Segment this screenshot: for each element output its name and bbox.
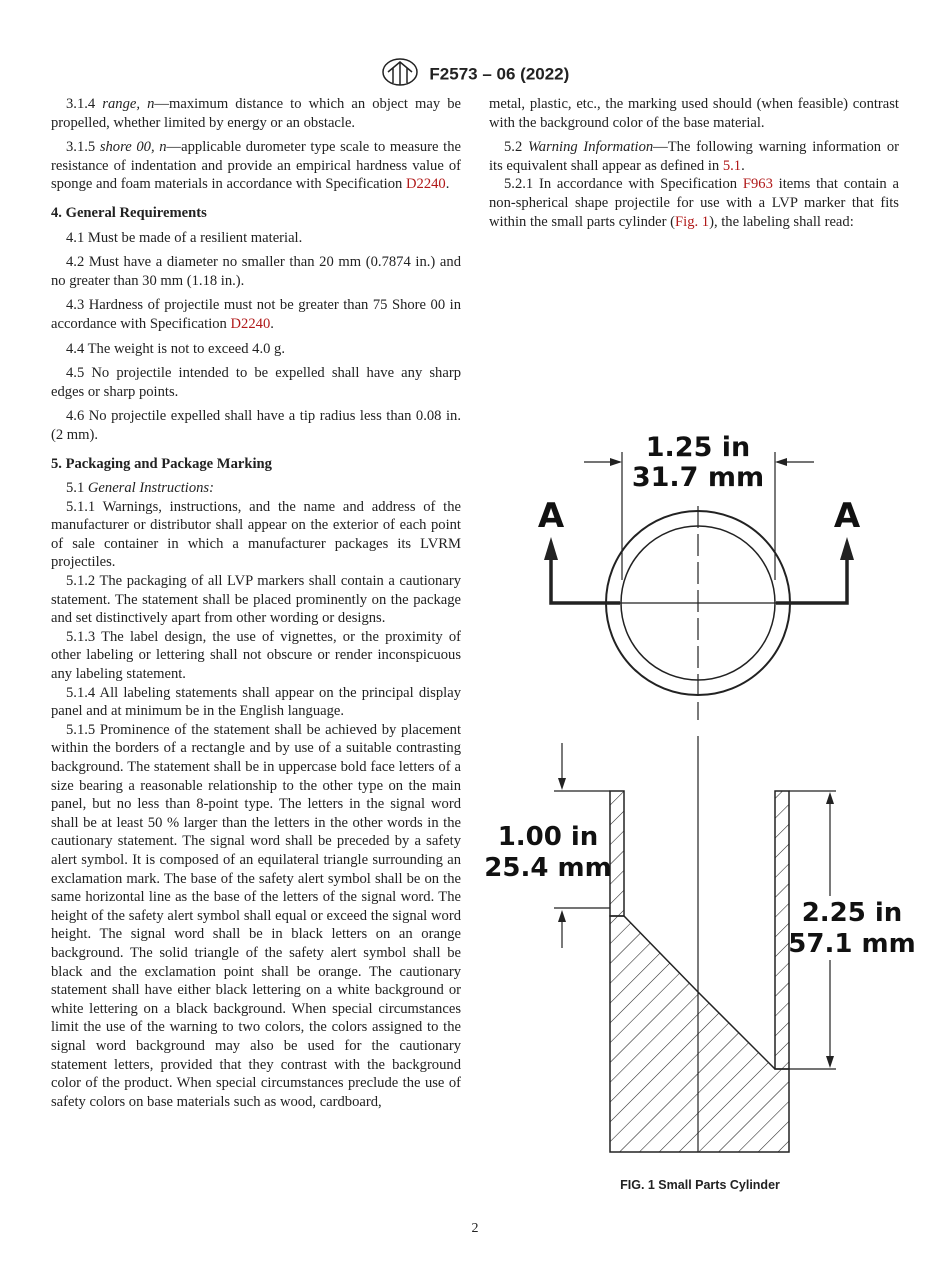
section-4-heading: 4. General Requirements bbox=[51, 204, 207, 221]
astm-logo-icon bbox=[381, 57, 419, 92]
paragraph-5-1-4: 5.1.4 All labeling statements shall appear on the principal display panel and at minimum be in the English language. bbox=[51, 684, 461, 720]
figure-caption: FIG. 1 Small Parts Cylinder bbox=[620, 1178, 780, 1192]
paragraph-5-1: 5.1 General Instructions: bbox=[66, 480, 214, 497]
paragraph-3-1-5: 3.1.5 shore 00, n—applicable durometer type scale to measure the resistance of indentation and provide an empirical hardness value of sponge and foam materials in accordance with Specification D2240. bbox=[51, 139, 461, 193]
right-arrowhead-bottom bbox=[826, 1056, 834, 1068]
cylinder-left-wall bbox=[610, 791, 624, 916]
link-d2240[interactable]: D2240 bbox=[405, 176, 446, 193]
link-fig-1[interactable]: Fig. 1 bbox=[675, 213, 710, 230]
small-parts-cylinder-figure bbox=[480, 420, 920, 1170]
paragraph-4-3: 4.3 Hardness of projectile must not be greater than 75 Shore 00 in accordance with Specification D2240. bbox=[51, 297, 461, 332]
section-arrowhead-right bbox=[840, 537, 854, 560]
right-column bbox=[489, 95, 899, 231]
right-arrowhead-top bbox=[826, 792, 834, 804]
top-diameter-mm: 31.7 mm bbox=[631, 462, 765, 493]
left-arrowhead-top bbox=[558, 778, 566, 790]
link-section-5-1[interactable]: 5.1 bbox=[722, 157, 742, 174]
page-header bbox=[0, 57, 950, 92]
paragraph-5-1-5-continued: metal, plastic, etc., the marking used should (when feasible) contrast with the background color of the base material. bbox=[489, 96, 899, 131]
page-number: 2 bbox=[471, 1221, 479, 1236]
paragraph-5-1-3: 5.1.3 The label design, the use of vignettes, or the proximity of other labeling or lettering shall not obscure or render inconspicuous any labeling statement. bbox=[51, 628, 461, 683]
link-f963[interactable]: F963 bbox=[742, 176, 773, 193]
paragraph-4-2: 4.2 Must have a diameter no smaller than 20 mm (0.7874 in.) and no greater than 30 mm (1.18 in.). bbox=[51, 254, 461, 289]
top-arrowhead-left bbox=[610, 458, 622, 466]
cylinder-angled-bottom bbox=[610, 916, 789, 1152]
paragraph-5-2: 5.2 Warning Information—The following warning information or its equivalent shall appear as defined in 5.1. bbox=[489, 139, 899, 174]
document-designation: F2573 – 06 (2022) bbox=[429, 64, 570, 84]
left-column bbox=[51, 95, 461, 1111]
section-label-a-right: A bbox=[833, 496, 861, 536]
top-arrowhead-right bbox=[775, 458, 787, 466]
paragraph-5-1-2: 5.1.2 The packaging of all LVP markers shall contain a cautionary statement. The statement shall be placed prominently on the package and set distinctively apart from other wording or designs. bbox=[51, 573, 461, 627]
paragraph-5-1-5: 5.1.5 Prominence of the statement shall be achieved by placement within the borders of a rectangle and by use of a suitable contrasting background. The statement shall be in uppercase bold face letters of a size bearing a reasonable relationship to the other type on the main panel, but no less than 8-point type. The letters in the signal word shall be at least 50 % larger than the letters in the other words in the cautionary statement. The signal word shall be preceded by a safety alert symbol. It is composed of an equilateral triangle surrounding an exclamation mark. The base of the safety alert symbol shall be on the same horizontal line as the base of the letters of the signal word. The height of the safety alert symbol shall equal or exceed the signal word height. The signal word shall be in black letters on an orange background. The solid triangle of the safety alert symbol shall be black and the exclamation point shall be orange. The cautionary statement shall have either black lettering on a white background or white lettering on a black background. When special circumstances limit the use of the warning to two colors, the colors assigned to the signal word background may also be used for the cautionary statement letters, provided that they contrast with the background color of the product. When special circumstances preclude the use of safety colors on base materials such as wood, cardboard, bbox=[51, 721, 461, 1110]
wall-height-inches: 1.00 in bbox=[497, 822, 599, 852]
section-5-heading: 5. Packaging and Package Marking bbox=[51, 455, 272, 472]
paragraph-4-5: 4.5 No projectile intended to be expelled shall have any sharp edges or sharp points. bbox=[51, 365, 461, 400]
link-d2240[interactable]: D2240 bbox=[230, 315, 271, 332]
section-label-a-left: A bbox=[537, 496, 565, 536]
paragraph-4-1: 4.1 Must be made of a resilient material. bbox=[66, 229, 303, 246]
paragraph-4-4: 4.4 The weight is not to exceed 4.0 g. bbox=[66, 340, 285, 357]
paragraph-5-2-1: 5.2.1 In accordance with Specification F963 items that contain a non-spherical shape projectile for use with a LVP marker that fits within the small parts cylinder (Fig. 1), the labeling shall read: bbox=[489, 176, 899, 230]
section-line-left bbox=[551, 560, 620, 603]
top-diameter-inches: 1.25 in bbox=[645, 432, 751, 463]
section-arrowhead-left bbox=[544, 537, 558, 560]
paragraph-3-1-4: 3.1.4 range, n—maximum distance to which an object may be propelled, whether limited by energy or an obstacle. bbox=[51, 96, 461, 131]
wall-height-mm: 25.4 mm bbox=[484, 853, 612, 883]
paragraph-4-6: 4.6 No projectile expelled shall have a tip radius less than 0.08 in. (2 mm). bbox=[51, 408, 461, 443]
paragraph-5-1-1: 5.1.1 Warnings, instructions, and the name and address of the manufacturer or distributor shall appear on the exterior of each point of sale container in which a manufacturer packages its LVRM projectiles. bbox=[51, 498, 461, 571]
cylinder-right-wall bbox=[775, 791, 789, 1069]
cylinder-height-inches: 2.25 in bbox=[801, 898, 903, 928]
cylinder-height-mm: 57.1 mm bbox=[788, 929, 916, 959]
